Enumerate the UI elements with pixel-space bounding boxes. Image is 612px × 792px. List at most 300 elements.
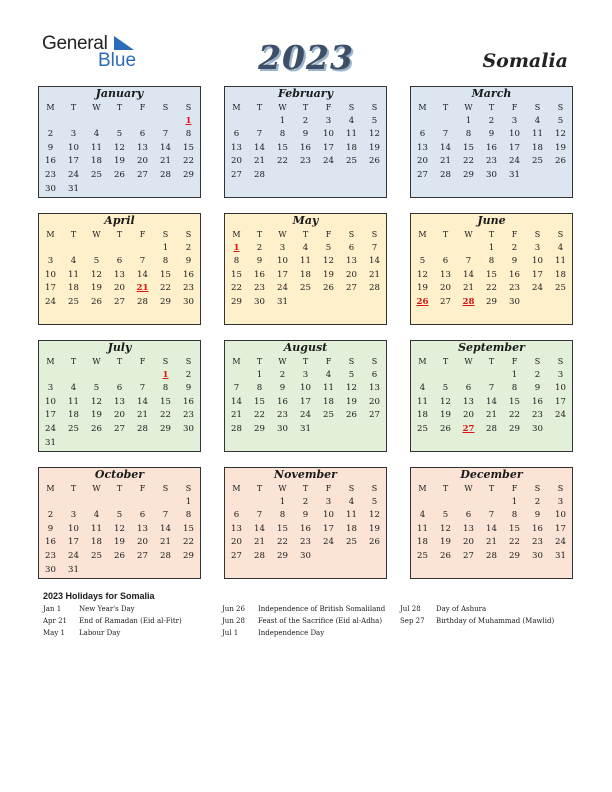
day-cell: 30: [45, 564, 56, 575]
day-cell: 22: [160, 283, 171, 294]
weekday-header: [39, 228, 200, 242]
day-cell: 27: [346, 283, 357, 294]
weekday-label: T: [302, 357, 309, 366]
day-cell: 26: [369, 156, 380, 167]
empty-day-cell: [85, 242, 108, 256]
logo-word-blue: Blue: [98, 50, 137, 71]
day-cell: 16: [486, 142, 497, 153]
month-november: [224, 467, 387, 579]
day-cell: 22: [486, 283, 497, 294]
weekday-header: [411, 482, 572, 496]
holiday-name: Independence Day: [258, 629, 325, 637]
day-cell: 28: [160, 550, 171, 561]
empty-day-cell: [340, 423, 363, 437]
day-cell: 1: [279, 115, 286, 126]
day-cell: 3: [279, 242, 286, 253]
week-row: [411, 523, 572, 537]
day-cell: 16: [45, 156, 56, 167]
empty-day-cell: [411, 115, 434, 129]
day-cell: 29: [183, 169, 194, 180]
empty-day-cell: [411, 369, 434, 383]
day-cell: 13: [463, 523, 474, 534]
weekday-header: [411, 228, 572, 242]
week-row: [39, 128, 200, 142]
day-cell: 13: [231, 523, 242, 534]
day-cell: 31: [68, 183, 79, 194]
day-cell: 23: [277, 410, 288, 421]
week-row: [411, 128, 572, 142]
month-june: [410, 213, 573, 325]
day-cell: 20: [417, 156, 428, 167]
day-cell: 4: [419, 383, 426, 394]
day-cell: 19: [369, 523, 380, 534]
day-cell: 11: [417, 396, 428, 407]
day-cell: 18: [532, 142, 543, 153]
empty-day-cell: [340, 550, 363, 564]
holiday-date: May 1: [43, 629, 65, 637]
day-cell: 11: [532, 129, 543, 140]
empty-day-cell: [108, 496, 131, 510]
month-name: December: [460, 468, 523, 481]
day-cell: 14: [231, 396, 242, 407]
day-cell: 20: [231, 156, 242, 167]
empty-day-cell: [85, 564, 108, 578]
day-cell: 18: [417, 410, 428, 421]
day-cell: 8: [233, 256, 240, 267]
day-cell: 15: [463, 142, 474, 153]
day-cell: 22: [277, 156, 288, 167]
weekday-label: S: [162, 484, 169, 493]
day-cell: 15: [277, 142, 288, 153]
day-cell: 12: [555, 129, 566, 140]
empty-day-cell: [340, 296, 363, 310]
week-row: [411, 409, 572, 423]
weekday-label: T: [116, 103, 123, 112]
day-cell: 17: [532, 269, 543, 280]
week-row: [39, 255, 200, 269]
day-cell: 23: [300, 156, 311, 167]
day-cell: 27: [137, 169, 148, 180]
weekday-label: F: [511, 484, 518, 493]
week-row: [411, 142, 572, 156]
day-cell: 28: [440, 169, 451, 180]
day-cell: 18: [555, 269, 566, 280]
holiday-name: New Year's Day: [79, 605, 135, 613]
day-cell: 8: [511, 510, 518, 521]
day-cell: 4: [348, 115, 355, 126]
day-cell: 9: [256, 256, 263, 267]
day-cell: 4: [70, 383, 77, 394]
weekday-label: S: [557, 357, 564, 366]
day-cell: 13: [231, 142, 242, 153]
day-cell: 21: [463, 283, 474, 294]
day-cell: 23: [532, 410, 543, 421]
empty-day-cell: [154, 115, 177, 129]
day-cell: 25: [417, 550, 428, 561]
day-cell: 26: [440, 550, 451, 561]
day-cell: 24: [277, 283, 288, 294]
day-cell: 1: [511, 496, 518, 507]
day-cell: 28: [160, 169, 171, 180]
day-cell: 9: [47, 142, 54, 153]
day-cell: 9: [302, 510, 309, 521]
week-row: [411, 496, 572, 510]
day-cell: 18: [300, 269, 311, 280]
day-cell: 15: [509, 523, 520, 534]
day-cell: 19: [114, 156, 125, 167]
day-cell: 7: [256, 510, 263, 521]
day-cell: 1: [279, 496, 286, 507]
day-cell: 23: [45, 550, 56, 561]
holiday-day-cell: 21: [136, 283, 149, 294]
weekday-label: T: [70, 357, 77, 366]
weekday-label: F: [325, 357, 332, 366]
day-cell: 13: [137, 523, 148, 534]
week-row: [411, 509, 572, 523]
day-cell: 1: [465, 115, 472, 126]
day-cell: 6: [233, 510, 240, 521]
day-cell: 8: [279, 510, 286, 521]
day-cell: 17: [68, 156, 79, 167]
weekday-label: T: [116, 357, 123, 366]
day-cell: 9: [488, 129, 495, 140]
empty-day-cell: [39, 496, 62, 510]
day-cell: 3: [302, 369, 309, 380]
day-cell: 10: [509, 129, 520, 140]
day-cell: 20: [346, 269, 357, 280]
day-cell: 16: [45, 537, 56, 548]
day-cell: 29: [183, 550, 194, 561]
week-row: [411, 255, 572, 269]
weekday-header: [39, 355, 200, 369]
empty-day-cell: [549, 296, 572, 310]
empty-day-cell: [108, 437, 131, 451]
empty-day-cell: [434, 496, 457, 510]
day-cell: 15: [509, 396, 520, 407]
month-name: February: [277, 87, 333, 100]
day-cell: 6: [465, 383, 472, 394]
day-cell: 30: [300, 550, 311, 561]
day-cell: 10: [68, 142, 79, 153]
empty-day-cell: [434, 242, 457, 256]
empty-day-cell: [363, 423, 386, 437]
week-row: [225, 523, 386, 537]
day-cell: 22: [160, 410, 171, 421]
week-row: [39, 523, 200, 537]
day-cell: 14: [440, 142, 451, 153]
week-row: [39, 183, 200, 197]
day-cell: 21: [254, 156, 265, 167]
empty-day-cell: [108, 564, 131, 578]
day-cell: 7: [371, 242, 378, 253]
day-cell: 22: [277, 537, 288, 548]
day-cell: 23: [486, 156, 497, 167]
month-february: [224, 86, 387, 198]
day-cell: 21: [160, 537, 171, 548]
day-cell: 25: [346, 156, 357, 167]
weekday-label: M: [46, 484, 55, 493]
day-cell: 8: [256, 383, 263, 394]
week-row: [411, 423, 572, 437]
empty-day-cell: [225, 496, 248, 510]
empty-day-cell: [480, 369, 503, 383]
week-row: [411, 269, 572, 283]
day-cell: 24: [68, 169, 79, 180]
empty-day-cell: [108, 369, 131, 383]
day-cell: 19: [440, 537, 451, 548]
day-cell: 20: [114, 410, 125, 421]
day-cell: 25: [68, 423, 79, 434]
week-row: [39, 509, 200, 523]
weekday-label: S: [348, 484, 355, 493]
day-cell: 8: [162, 256, 169, 267]
day-cell: 3: [70, 129, 77, 140]
day-cell: 31: [509, 169, 520, 180]
empty-day-cell: [317, 169, 340, 183]
day-cell: 12: [114, 142, 125, 153]
empty-day-cell: [177, 183, 200, 197]
weekday-label: F: [139, 357, 146, 366]
week-row: [225, 496, 386, 510]
holiday-date: Jun 26: [222, 605, 245, 613]
day-cell: 26: [91, 423, 102, 434]
day-cell: 15: [254, 396, 265, 407]
day-cell: 20: [231, 537, 242, 548]
day-cell: 5: [371, 496, 378, 507]
empty-day-cell: [549, 423, 572, 437]
empty-day-cell: [248, 496, 271, 510]
day-cell: 27: [440, 296, 451, 307]
day-cell: 11: [323, 383, 334, 394]
day-cell: 14: [486, 396, 497, 407]
day-cell: 2: [185, 369, 192, 380]
month-name: May: [292, 214, 319, 227]
weekday-label: W: [464, 357, 473, 366]
day-cell: 16: [183, 396, 194, 407]
weekday-label: S: [371, 484, 378, 493]
day-cell: 18: [91, 537, 102, 548]
empty-day-cell: [317, 423, 340, 437]
empty-day-cell: [39, 115, 62, 129]
week-row: [225, 509, 386, 523]
empty-day-cell: [248, 115, 271, 129]
weekday-label: F: [325, 484, 332, 493]
day-cell: 26: [114, 550, 125, 561]
day-cell: 2: [185, 242, 192, 253]
day-cell: 26: [323, 283, 334, 294]
day-cell: 20: [463, 537, 474, 548]
weekday-label: M: [232, 484, 241, 493]
empty-day-cell: [85, 369, 108, 383]
weekday-label: M: [46, 357, 55, 366]
day-cell: 10: [45, 396, 56, 407]
empty-day-cell: [457, 369, 480, 383]
day-cell: 24: [555, 537, 566, 548]
empty-day-cell: [154, 564, 177, 578]
day-cell: 25: [555, 283, 566, 294]
day-cell: 30: [509, 296, 520, 307]
empty-day-cell: [131, 115, 154, 129]
weekday-header: [411, 101, 572, 115]
empty-day-cell: [39, 369, 62, 383]
day-cell: 16: [532, 396, 543, 407]
day-cell: 26: [369, 537, 380, 548]
day-cell: 25: [346, 537, 357, 548]
day-cell: 13: [417, 142, 428, 153]
empty-day-cell: [131, 496, 154, 510]
holiday-day-cell: 1: [162, 369, 169, 380]
day-cell: 29: [486, 296, 497, 307]
day-cell: 30: [486, 169, 497, 180]
day-cell: 12: [369, 129, 380, 140]
weekday-label: T: [116, 484, 123, 493]
day-cell: 5: [557, 115, 564, 126]
day-cell: 8: [279, 129, 286, 140]
day-cell: 11: [555, 256, 566, 267]
weekday-label: T: [442, 484, 449, 493]
day-cell: 10: [323, 510, 334, 521]
weekday-label: S: [348, 230, 355, 239]
day-cell: 24: [509, 156, 520, 167]
week-row: [225, 242, 386, 256]
week-row: [225, 423, 386, 437]
day-cell: 27: [369, 410, 380, 421]
day-cell: 5: [116, 129, 123, 140]
day-cell: 17: [45, 283, 56, 294]
day-cell: 21: [440, 156, 451, 167]
logo-word-general: General: [42, 33, 108, 54]
day-cell: 7: [488, 510, 495, 521]
day-cell: 17: [300, 396, 311, 407]
weekday-label: S: [534, 357, 541, 366]
day-cell: 10: [532, 256, 543, 267]
day-cell: 13: [346, 256, 357, 267]
day-cell: 25: [532, 156, 543, 167]
weekday-label: F: [511, 230, 518, 239]
empty-day-cell: [85, 115, 108, 129]
empty-day-cell: [131, 369, 154, 383]
day-cell: 28: [254, 169, 265, 180]
empty-day-cell: [85, 496, 108, 510]
day-cell: 20: [369, 396, 380, 407]
day-cell: 27: [114, 296, 125, 307]
day-cell: 1: [256, 369, 263, 380]
day-cell: 12: [440, 396, 451, 407]
empty-day-cell: [526, 296, 549, 310]
weekday-label: S: [185, 484, 192, 493]
weekday-label: F: [139, 103, 146, 112]
weekday-label: S: [348, 357, 355, 366]
weekday-label: M: [46, 230, 55, 239]
weekday-label: F: [325, 103, 332, 112]
week-row: [39, 564, 200, 578]
day-cell: 9: [534, 510, 541, 521]
day-cell: 27: [114, 423, 125, 434]
day-cell: 19: [417, 283, 428, 294]
day-cell: 10: [323, 129, 334, 140]
day-cell: 14: [160, 142, 171, 153]
day-cell: 21: [137, 410, 148, 421]
day-cell: 20: [137, 537, 148, 548]
empty-day-cell: [108, 242, 131, 256]
day-cell: 5: [325, 242, 332, 253]
day-cell: 28: [137, 423, 148, 434]
day-cell: 14: [486, 523, 497, 534]
day-cell: 12: [323, 256, 334, 267]
day-cell: 11: [91, 142, 102, 153]
empty-day-cell: [457, 242, 480, 256]
day-cell: 19: [114, 537, 125, 548]
day-cell: 23: [254, 283, 265, 294]
day-cell: 14: [463, 269, 474, 280]
weekday-label: T: [488, 103, 495, 112]
day-cell: 7: [442, 129, 449, 140]
empty-day-cell: [131, 242, 154, 256]
month-march: [410, 86, 573, 198]
day-cell: 2: [534, 496, 541, 507]
holiday-date: Apr 21: [43, 617, 68, 625]
day-cell: 19: [346, 396, 357, 407]
week-row: [411, 169, 572, 183]
weekday-label: F: [511, 357, 518, 366]
day-cell: 27: [463, 550, 474, 561]
day-cell: 22: [509, 537, 520, 548]
week-row: [39, 550, 200, 564]
day-cell: 4: [70, 256, 77, 267]
day-cell: 30: [45, 183, 56, 194]
day-cell: 25: [68, 296, 79, 307]
empty-day-cell: [62, 437, 85, 451]
week-row: [225, 369, 386, 383]
holiday-name: Labour Day: [79, 629, 121, 637]
weekday-label: T: [302, 230, 309, 239]
day-cell: 31: [300, 423, 311, 434]
day-cell: 19: [91, 410, 102, 421]
day-cell: 16: [254, 269, 265, 280]
day-cell: 13: [440, 269, 451, 280]
day-cell: 3: [47, 383, 54, 394]
day-cell: 25: [91, 169, 102, 180]
day-cell: 16: [183, 269, 194, 280]
weekday-label: M: [418, 357, 427, 366]
empty-day-cell: [177, 564, 200, 578]
day-cell: 8: [162, 383, 169, 394]
empty-day-cell: [62, 242, 85, 256]
day-cell: 5: [442, 510, 449, 521]
day-cell: 26: [555, 156, 566, 167]
month-name: September: [458, 341, 525, 354]
day-cell: 6: [371, 369, 378, 380]
day-cell: 19: [323, 269, 334, 280]
day-cell: 9: [511, 256, 518, 267]
weekday-header: [39, 101, 200, 115]
day-cell: 23: [45, 169, 56, 180]
weekday-label: M: [232, 103, 241, 112]
day-cell: 21: [254, 537, 265, 548]
day-cell: 6: [139, 129, 146, 140]
day-cell: 2: [511, 242, 518, 253]
day-cell: 8: [185, 510, 192, 521]
holidays-title: 2023 Holidays for Somalia: [43, 591, 155, 601]
day-cell: 13: [463, 396, 474, 407]
day-cell: 2: [47, 510, 54, 521]
holiday-day-cell: 27: [462, 423, 475, 434]
day-cell: 23: [300, 537, 311, 548]
day-cell: 3: [534, 242, 541, 253]
weekday-label: M: [418, 484, 427, 493]
day-cell: 28: [231, 423, 242, 434]
week-row: [411, 115, 572, 129]
